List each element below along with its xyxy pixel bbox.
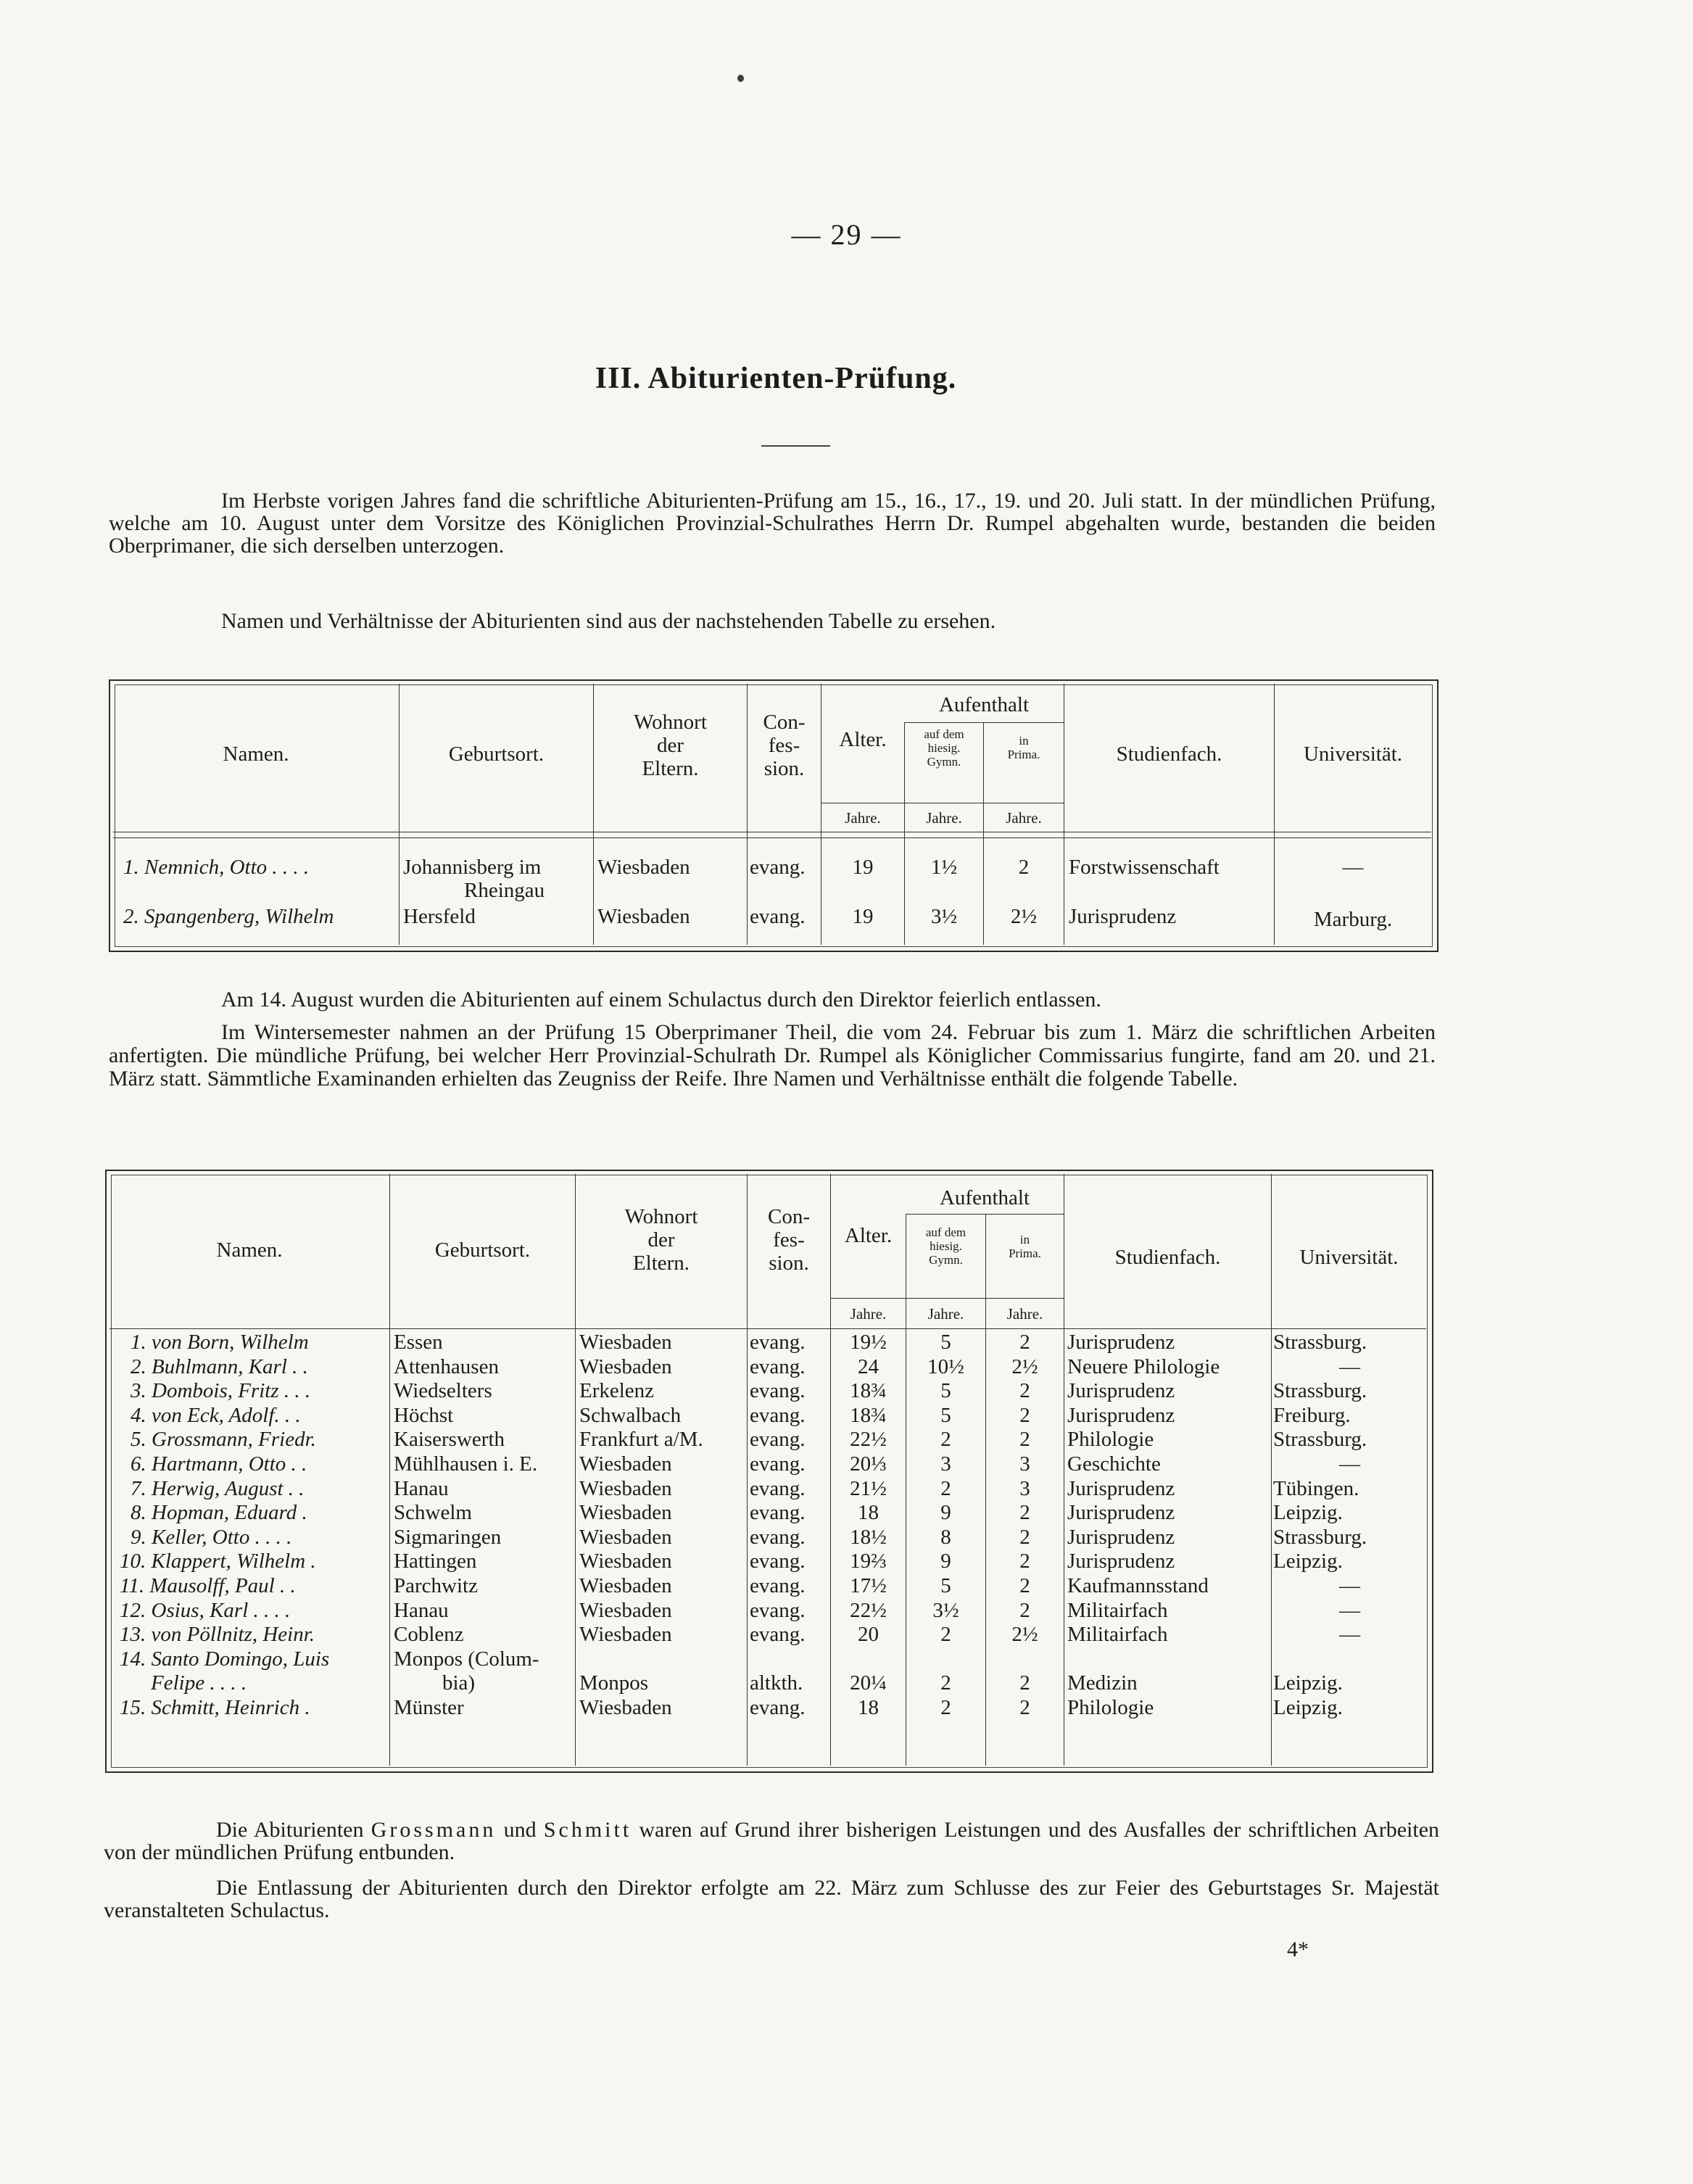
t2-row-11-fach: Kaufmannsstand — [1067, 1574, 1209, 1597]
t1-row1-wohnort: Wiesbaden — [597, 856, 690, 879]
t2-row-8-geb: Schwelm — [394, 1501, 472, 1525]
section-title: III. Abiturienten-Prüfung. — [595, 362, 957, 395]
t2-row-16-name: 15. Schmitt, Heinrich . — [120, 1696, 310, 1719]
t2-row-15-conf: altkth. — [750, 1671, 803, 1695]
t1-row2-fach: Jurisprudenz — [1069, 905, 1177, 928]
t1-row2-gymn: 3½ — [930, 905, 958, 928]
t2-row-7-prima: 3 — [1019, 1476, 1030, 1500]
t1-row1-prima: 2 — [1018, 856, 1030, 879]
t2-row-12-prima: 2 — [1019, 1598, 1030, 1622]
t2-row-15-name: Felipe . . . . — [151, 1671, 247, 1695]
t2-row-2-gymn: 10½ — [927, 1354, 964, 1378]
t2-row-1-fach: Jurisprudenz — [1067, 1331, 1175, 1354]
header-confession — [748, 711, 821, 780]
t2-row-7-uni: Tübingen. — [1273, 1476, 1359, 1500]
t2-row-13-prima: 2½ — [1011, 1623, 1038, 1647]
t2-row-4-wohn: Schwalbach — [579, 1403, 682, 1427]
t2-row-4-fach: Jurisprudenz — [1067, 1403, 1175, 1427]
closing-paragraph-2 — [104, 1877, 1439, 1922]
t1-row2-uni: Marburg. — [1313, 908, 1393, 931]
t1-row1-conf: evang. — [750, 856, 806, 879]
t2-row-10-prima: 2 — [1019, 1550, 1030, 1573]
t2-row-10-uni: Leipzig. — [1273, 1550, 1343, 1573]
t2-row-11-alter: 17½ — [850, 1574, 887, 1597]
header-wohnort — [594, 711, 747, 780]
intro-text-1: Im Herbste vorigen Jahres fand die schriftliche Abiturienten-Prüfung am 15., 16., 17., 19. und 20. Juli statt. In der mündlichen Prüfung, welche am 10. August unter dem Vorsitze des Königlichen Provinzial-Schulrathes Herrn Dr. Rumpel abgehalten wurde, bestanden die beiden Oberprimaner, die sich derselben unterzogen. — [109, 489, 1436, 558]
t2-row-15-geb: bia) — [442, 1671, 476, 1695]
t2-row-13-geb: Coblenz — [394, 1623, 464, 1647]
t2-header-wohnort-l2: der — [647, 1228, 675, 1252]
t1-row1-gymn: 1½ — [930, 856, 958, 879]
closing-text-2: Die Entlassung der Abiturienten durch den Direktor erfolgte am 22. März zum Schlusse des zur Feier des Geburtstages Sr. Majestät veranstalteten Schulactus. — [104, 1876, 1439, 1922]
t2-row-5-conf: evang. — [750, 1428, 806, 1452]
t2-row-6-geb: Mühlhausen i. E. — [394, 1452, 538, 1476]
t2-row-5-alter: 22½ — [850, 1428, 887, 1452]
t2-row-9-prima: 2 — [1019, 1525, 1030, 1549]
t2-row-13-name: 13. von Pöllnitz, Heinr. — [120, 1623, 315, 1647]
t2-row-1-wohn: Wiesbaden — [579, 1331, 672, 1354]
t2-row-12-alter: 22½ — [850, 1598, 887, 1622]
t1-row2-prima: 2½ — [1010, 905, 1038, 928]
t2-row-15-alter: 20¼ — [850, 1671, 887, 1695]
t2-row-6-alter: 20⅓ — [850, 1452, 887, 1476]
header-universitaet: Universität. — [1303, 743, 1403, 766]
header-jahre-alter: Jahre. — [845, 809, 881, 827]
middle-paragraph-1 — [109, 988, 1436, 1011]
t2-row-9-conf: evang. — [750, 1525, 806, 1549]
t2-row-10-alter: 19⅔ — [850, 1550, 887, 1573]
header-gymn — [905, 727, 983, 769]
t1-row1-uni: — — [1342, 856, 1364, 879]
t2-row-9-gymn: 8 — [940, 1525, 951, 1549]
t2-row-13-uni: — — [1339, 1623, 1360, 1647]
t2-row-1-conf: evang. — [750, 1331, 806, 1354]
header-prima-l2: Prima. — [1007, 748, 1040, 761]
t2-row-9-name: 9. Keller, Otto . . . . — [131, 1525, 292, 1549]
t2-row-2-conf: evang. — [750, 1354, 806, 1378]
t2-row-12-name: 12. Osius, Karl . . . . — [120, 1598, 291, 1622]
t2-row-11-wohn: Wiesbaden — [579, 1574, 672, 1597]
t2-header-alter: Alter. — [844, 1224, 893, 1247]
t2-row-15-gymn: 2 — [940, 1671, 951, 1695]
t2-row-13-alter: 20 — [858, 1623, 879, 1647]
t2-row-4-alter: 18¾ — [850, 1403, 887, 1427]
t2-row-7-gymn: 2 — [940, 1476, 951, 1500]
t2-row-5-uni: Strassburg. — [1273, 1428, 1367, 1452]
t2-row-3-fach: Jurisprudenz — [1067, 1379, 1175, 1403]
t2-row-15-prima: 2 — [1019, 1671, 1030, 1695]
t1-row1-name: 1. Nemnich, Otto . . . . — [123, 856, 310, 879]
t2-row-12-conf: evang. — [750, 1598, 806, 1622]
t2-header-jahre-gymn: Jahre. — [927, 1305, 964, 1323]
t2-row-5-fach: Philologie — [1067, 1428, 1154, 1452]
t2-row-7-name: 7. Herwig, August . . — [131, 1476, 305, 1500]
header-gymn-l2: hiesig. — [927, 741, 961, 755]
t1-row1-fach: Forstwissenschaft — [1069, 856, 1220, 879]
t1-row2-conf: evang. — [750, 905, 806, 928]
header-gymn-l3: Gymn. — [927, 755, 961, 769]
t2-row-8-fach: Jurisprudenz — [1067, 1501, 1175, 1525]
t2-row-16-conf: evang. — [750, 1696, 806, 1719]
header-alter: Alter. — [839, 728, 887, 751]
t2-row-3-alter: 18¾ — [850, 1379, 887, 1403]
t2-row-8-prima: 2 — [1019, 1501, 1030, 1525]
t2-row-8-alter: 18 — [858, 1501, 879, 1525]
t2-row-3-wohn: Erkelenz — [579, 1379, 655, 1403]
t2-row-3-geb: Wiedselters — [394, 1379, 492, 1403]
header-wohnort-l1: Wohnort — [634, 711, 707, 734]
intro-paragraph-1 — [109, 489, 1436, 557]
t2-header-studienfach: Studienfach. — [1114, 1246, 1221, 1269]
t2-row-13-fach: Militairfach — [1067, 1623, 1168, 1647]
intro-text-2: Namen und Verhältnisse der Abiturienten sind aus der nachstehenden Tabelle zu ersehen. — [221, 609, 996, 633]
t2-row-3-prima: 2 — [1019, 1379, 1030, 1403]
t2-row-8-uni: Leipzig. — [1273, 1501, 1343, 1525]
t2-header-geburtsort: Geburtsort. — [434, 1238, 531, 1262]
t2-row-6-conf: evang. — [750, 1452, 806, 1476]
t2-row-6-wohn: Wiesbaden — [579, 1452, 672, 1476]
t2-row-16-gymn: 2 — [940, 1696, 951, 1719]
header-prima-l1: in — [1019, 734, 1029, 748]
t2-header-gymn — [906, 1225, 985, 1267]
t2-row-8-conf: evang. — [750, 1501, 806, 1525]
t2-row-2-alter: 24 — [858, 1354, 879, 1378]
t2-row-7-wohn: Wiesbaden — [579, 1476, 672, 1500]
t2-row-12-fach: Militairfach — [1067, 1598, 1168, 1622]
t2-row-5-wohn: Frankfurt a/M. — [579, 1428, 703, 1452]
t2-row-2-prima: 2½ — [1011, 1354, 1038, 1378]
t2-row-11-conf: evang. — [750, 1574, 806, 1597]
t2-row-12-wohn: Wiesbaden — [579, 1598, 672, 1622]
closing-name-schmitt: Schmitt — [543, 1818, 632, 1842]
title-rule — [761, 445, 830, 447]
closing-name-grossmann: Grossmann — [371, 1818, 497, 1842]
header-wohnort-l3: Eltern. — [642, 757, 699, 780]
t2-row-2-uni: — — [1339, 1354, 1360, 1378]
t2-header-confession — [748, 1205, 830, 1275]
t2-row-13-wohn: Wiesbaden — [579, 1623, 672, 1647]
t2-row-16-geb: Münster — [394, 1696, 464, 1719]
middle-text-2: Im Wintersemester nahmen an der Prüfung 15 Oberprimaner Theil, die vom 24. Februar bis zum 1. März die schriftlichen Arbeiten anfertigten. Die mündliche Prüfung, bei welcher Herr Provinzial-Schulrath Dr. Rumpel als Königlicher Commissarius fungirte, fand am 20. und 21. März statt. Sämmtliche Examinanden erhielten das Zeugniss der Reife. Ihre Namen und Verhältnisse enthält die folgende Tabelle. — [109, 1020, 1436, 1091]
t2-row-16-uni: Leipzig. — [1273, 1696, 1343, 1719]
t2-row-6-name: 6. Hartmann, Otto . . — [131, 1452, 307, 1476]
header-jahre-gymn: Jahre. — [926, 809, 962, 827]
t2-row-9-wohn: Wiesbaden — [579, 1525, 672, 1549]
t2-row-11-prima: 2 — [1019, 1574, 1030, 1597]
t2-row-8-name: 8. Hopman, Eduard . — [131, 1501, 307, 1525]
t2-row-12-gymn: 3½ — [932, 1598, 959, 1622]
t2-row-15-uni: Leipzig. — [1273, 1671, 1343, 1695]
header-studienfach: Studienfach. — [1116, 743, 1222, 766]
t2-row-11-gymn: 5 — [940, 1574, 951, 1597]
t2-row-5-name: 5. Grossmann, Friedr. — [131, 1428, 316, 1452]
t2-row-10-fach: Jurisprudenz — [1067, 1550, 1175, 1573]
t2-row-12-geb: Hanau — [394, 1598, 449, 1622]
t1-row1-geburtsort: Johannisberg im — [403, 856, 542, 879]
t2-header-conf-l2: fes- — [773, 1228, 805, 1252]
header-wohnort-l2: der — [656, 734, 684, 757]
t1-row1-alter: 19 — [852, 856, 874, 879]
t2-row-5-prima: 2 — [1019, 1428, 1030, 1452]
t2-row-12-uni: — — [1339, 1598, 1360, 1622]
header-aufenthalt: Aufenthalt — [938, 693, 1029, 716]
t2-row-9-fach: Jurisprudenz — [1067, 1525, 1175, 1549]
t2-row-10-gymn: 9 — [940, 1550, 951, 1573]
t2-header-prima — [986, 1233, 1064, 1260]
ink-dot — [737, 75, 744, 82]
t2-row-11-geb: Parchwitz — [394, 1574, 478, 1597]
t2-row-2-wohn: Wiesbaden — [579, 1354, 672, 1378]
closing-paragraph-1 — [104, 1819, 1439, 1864]
t2-row-6-prima: 3 — [1019, 1452, 1030, 1476]
middle-text-1: Am 14. August wurden die Abiturienten auf einem Schulactus durch den Direktor feierlich entlassen. — [221, 988, 1101, 1012]
t2-header-gymn-l2: hiesig. — [930, 1239, 962, 1253]
t2-row-2-fach: Neuere Philologie — [1067, 1354, 1220, 1378]
header-conf-l1: Con- — [763, 711, 806, 734]
t2-row-2-name: 2. Buhlmann, Karl . . — [131, 1354, 308, 1378]
t2-header-wohnort-l3: Eltern. — [632, 1252, 690, 1275]
header-geburtsort: Geburtsort. — [448, 743, 545, 766]
closing-text-a: Die Abiturienten — [216, 1818, 364, 1842]
t2-row-7-fach: Jurisprudenz — [1067, 1476, 1175, 1500]
t2-row-11-uni: — — [1339, 1574, 1360, 1597]
page-number: — 29 — — [791, 218, 902, 251]
t2-row-6-uni: — — [1339, 1452, 1360, 1476]
t2-row-1-gymn: 5 — [940, 1331, 951, 1354]
t2-row-16-alter: 18 — [858, 1696, 879, 1719]
t2-row-4-prima: 2 — [1019, 1403, 1030, 1427]
t2-row-5-gymn: 2 — [940, 1428, 951, 1452]
t2-header-gymn-l1: auf dem — [925, 1225, 966, 1239]
t2-row-1-name: 1. von Born, Wilhelm — [131, 1331, 309, 1354]
t2-header-prima-l2: Prima. — [1009, 1246, 1041, 1260]
t2-row-5-geb: Kaiserswerth — [394, 1428, 505, 1452]
t2-row-15-wohn: Monpos — [579, 1671, 649, 1695]
t2-row-4-geb: Höchst — [394, 1403, 454, 1427]
t2-row-1-uni: Strassburg. — [1273, 1331, 1367, 1354]
header-conf-l3: sion. — [763, 757, 805, 780]
t2-row-3-name: 3. Dombois, Fritz . . . — [131, 1379, 311, 1403]
t2-header-prima-l1: in — [1019, 1233, 1030, 1246]
t2-row-13-conf: evang. — [750, 1623, 806, 1647]
t1-row2-alter: 19 — [852, 905, 874, 928]
t2-row-10-geb: Hattingen — [394, 1550, 477, 1573]
t2-row-8-gymn: 9 — [940, 1501, 951, 1525]
t2-row-8-wohn: Wiesbaden — [579, 1501, 672, 1525]
t2-row-9-alter: 18½ — [850, 1525, 887, 1549]
t2-row-15-fach: Medizin — [1067, 1671, 1138, 1695]
t2-row-4-uni: Freiburg. — [1273, 1403, 1351, 1427]
t2-header-aufenthalt: Aufenthalt — [939, 1186, 1030, 1209]
t1-row1-geburtsort-2: Rheingau — [464, 879, 545, 902]
t2-row-16-prima: 2 — [1019, 1696, 1030, 1719]
t2-row-1-alter: 19½ — [850, 1331, 887, 1354]
t2-row-7-alter: 21½ — [850, 1476, 887, 1500]
t2-row-10-conf: evang. — [750, 1550, 806, 1573]
t2-header-universitaet: Universität. — [1299, 1246, 1399, 1269]
t2-row-9-uni: Strassburg. — [1273, 1525, 1367, 1549]
t2-row-1-prima: 2 — [1019, 1331, 1030, 1354]
t2-row-6-fach: Geschichte — [1067, 1452, 1161, 1476]
t2-header-namen: Namen. — [216, 1238, 283, 1262]
t2-header-wohnort-l1: Wohnort — [624, 1205, 698, 1228]
t2-header-gymn-l3: Gymn. — [929, 1253, 963, 1267]
signature-mark: 4* — [1287, 1937, 1309, 1961]
closing-und: und — [503, 1818, 537, 1842]
t2-row-4-name: 4. von Eck, Adolf. . . — [131, 1403, 301, 1427]
t2-header-conf-l3: sion. — [769, 1252, 809, 1275]
t2-row-7-conf: evang. — [750, 1476, 806, 1500]
header-jahre-prima: Jahre. — [1006, 809, 1042, 827]
header-gymn-l1: auf dem — [924, 727, 964, 741]
t2-row-7-geb: Hanau — [394, 1476, 449, 1500]
t2-row-2-geb: Attenhausen — [394, 1354, 499, 1378]
t1-row2-geburtsort: Hersfeld — [403, 905, 476, 928]
t2-header-conf-l1: Con- — [768, 1205, 810, 1228]
intro-paragraph-2 — [109, 610, 1436, 632]
t2-header-jahre-prima: Jahre. — [1006, 1305, 1043, 1323]
closing-text-b: waren auf Grund ihrer bisherigen Leistungen und des Ausfalles der schriftlichen Arbeiten von der mündlichen Prüfung entbunden. — [104, 1818, 1440, 1864]
t2-row-1-geb: Essen — [394, 1331, 443, 1354]
t2-header-jahre-alter: Jahre. — [850, 1305, 887, 1323]
header-prima — [984, 734, 1064, 761]
middle-paragraph-2 — [109, 1021, 1436, 1091]
t2-row-16-wohn: Wiesbaden — [579, 1696, 672, 1719]
t2-row-16-fach: Philologie — [1067, 1696, 1154, 1719]
t2-row-6-gymn: 3 — [940, 1452, 951, 1476]
header-conf-l2: fes- — [768, 734, 800, 757]
t1-row2-name: 2. Spangenberg, Wilhelm — [123, 905, 334, 928]
header-namen: Namen. — [223, 743, 289, 766]
t2-row-11-name: 11. Mausolff, Paul . . — [120, 1574, 296, 1597]
t2-row-14-geb: Monpos (Colum- — [394, 1647, 539, 1671]
t2-row-10-wohn: Wiesbaden — [579, 1550, 672, 1573]
t2-header-wohnort — [576, 1205, 747, 1275]
t2-row-13-gymn: 2 — [940, 1623, 951, 1647]
t2-row-14-name: 14. Santo Domingo, Luis — [120, 1647, 330, 1671]
t2-row-3-uni: Strassburg. — [1273, 1379, 1367, 1403]
t2-row-3-gymn: 5 — [940, 1379, 951, 1403]
t2-row-4-gymn: 5 — [940, 1403, 951, 1427]
t2-row-4-conf: evang. — [750, 1403, 806, 1427]
t2-row-10-name: 10. Klappert, Wilhelm . — [120, 1550, 316, 1573]
t1-row2-wohnort: Wiesbaden — [597, 905, 690, 928]
t2-row-9-geb: Sigmaringen — [394, 1525, 502, 1549]
t2-row-3-conf: evang. — [750, 1379, 806, 1403]
